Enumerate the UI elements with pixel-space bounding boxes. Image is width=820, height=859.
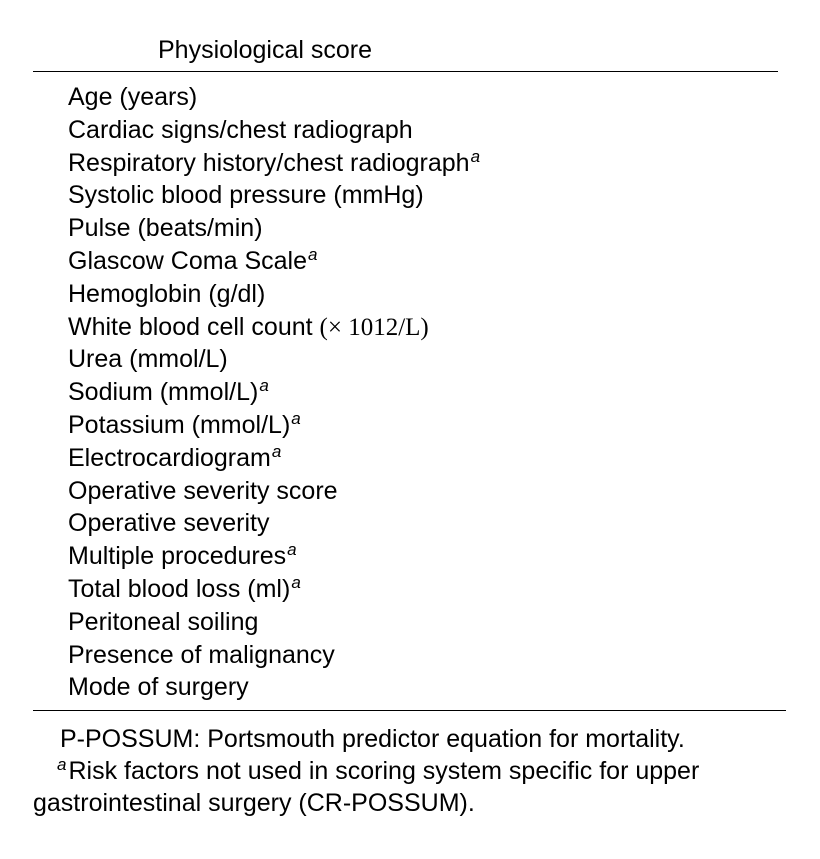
footnote-abbreviation: P-POSSUM: Portsmouth predictor equation for mortality. bbox=[60, 725, 685, 753]
table-row bbox=[68, 409, 480, 442]
row-label: Age (years) bbox=[68, 83, 198, 111]
footnote-marker: a bbox=[470, 146, 481, 166]
table-row bbox=[68, 343, 480, 376]
row-label: Urea (mmol/L) bbox=[68, 345, 228, 374]
row-label: Sodium (mmol/L) bbox=[68, 378, 259, 407]
table-header: Physiological score bbox=[158, 36, 372, 64]
footnote-a-text: Risk factors not used in scoring system specific for upper bbox=[68, 757, 700, 785]
row-label: Multiple procedures bbox=[68, 542, 287, 571]
header-rule bbox=[33, 71, 778, 72]
table-row bbox=[68, 245, 480, 278]
table-row bbox=[68, 475, 480, 508]
footnote-marker: a bbox=[291, 572, 301, 592]
table-row bbox=[68, 507, 480, 540]
table-row bbox=[68, 540, 480, 573]
row-label: Electrocardiogram bbox=[68, 443, 271, 472]
footnote-marker: a bbox=[259, 376, 269, 396]
row-label: White blood cell count bbox=[68, 312, 320, 341]
row-label: Respiratory history/chest radiograph bbox=[68, 148, 470, 177]
table-row bbox=[68, 179, 480, 212]
table-row bbox=[68, 639, 480, 672]
table-row bbox=[68, 311, 480, 344]
row-label: Operative severity bbox=[68, 509, 270, 538]
table-row bbox=[68, 147, 480, 180]
table-row bbox=[68, 606, 480, 639]
row-label: Mode of surgery bbox=[68, 673, 249, 702]
row-label: Hemoglobin (g/dl) bbox=[68, 279, 266, 308]
row-label: Potassium (mmol/L) bbox=[68, 410, 291, 439]
footnote-marker: a bbox=[307, 244, 318, 264]
row-label: Glascow Coma Scale bbox=[68, 246, 307, 275]
table-row bbox=[68, 114, 480, 147]
row-label: Systolic blood pressure (mmHg) bbox=[68, 181, 424, 210]
row-label: Operative severity score bbox=[68, 476, 338, 505]
table-row bbox=[68, 573, 480, 606]
row-label: Presence of malignancy bbox=[68, 640, 335, 669]
footer-rule bbox=[33, 710, 786, 711]
score-list bbox=[68, 81, 480, 704]
table-row bbox=[68, 212, 480, 245]
footnote-marker: a bbox=[291, 408, 301, 428]
footnote-marker: a bbox=[287, 540, 297, 560]
table-row bbox=[68, 81, 480, 114]
row-unit: (× 1012/L) bbox=[319, 313, 429, 341]
row-label: Pulse (beats/min) bbox=[68, 214, 263, 243]
table-row bbox=[68, 671, 480, 704]
row-label: Total blood loss (ml) bbox=[68, 574, 291, 603]
table-footnotes bbox=[33, 723, 793, 819]
footnote-a bbox=[33, 755, 793, 787]
table-row bbox=[68, 278, 480, 311]
footnote-marker: a bbox=[57, 755, 67, 774]
table-row bbox=[68, 376, 480, 409]
row-label: Peritoneal soiling bbox=[68, 607, 259, 636]
footnote-a-continuation: gastrointestinal surgery (CR-POSSUM). bbox=[33, 789, 475, 817]
table-row bbox=[68, 442, 480, 475]
footnote-marker: a bbox=[271, 441, 282, 461]
row-label: Cardiac signs/chest radiograph bbox=[68, 115, 413, 144]
